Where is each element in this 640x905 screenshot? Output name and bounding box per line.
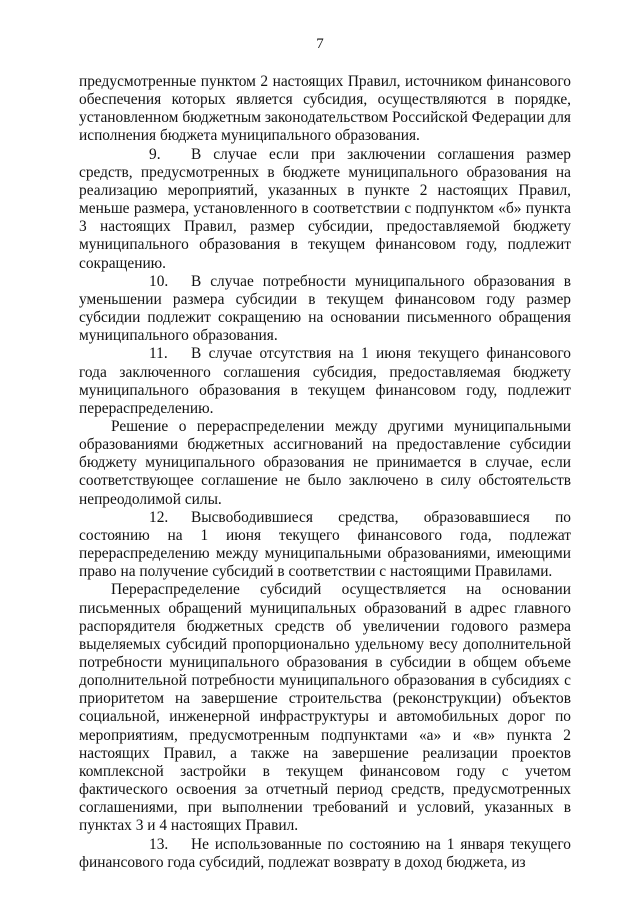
paragraph-continuation	[79, 73, 571, 146]
paragraph-text: В случае потребности муниципального образования в уменьшении размера субсидии в текущем финансовом году размер субсидии подлежит сокращению на основании письменного обращения муниципального образования.	[79, 272, 571, 345]
paragraph-text: предусмотренные пунктом 2 настоящих Правил, источником финансового обеспечения которых является субсидия, осуществляются в порядке, установленном бюджетным законодательством Российской Федерации для исполнения бюджета муниципального образования.	[79, 73, 571, 145]
paragraph-text: В случае если при заключении соглашения размер средств, предусмотренных в бюджете муниципального образования на реализацию мероприятий, указанных в пункте 2 настоящих Правил, меньше размера, установленного в соответствии с подпунктом «б» пункта 3 настоящих Правил, размер субсидии, предоставляемой бюджету муниципального образования в текущем финансовом году, подлежит сокращению.	[79, 145, 571, 272]
paragraph-text: Решение о перераспределении между другими муниципальными образованиями бюджетных ассигнований на предоставление субсидии бюджету муниципального образования не принимается в случае, если соответствующее соглашение не было заключено в силу обстоятельств непреодолимой силы.	[79, 417, 571, 508]
paragraph-text: Перераспределение субсидий осуществляется на основании письменных обращений муниципальных образований в адрес главного распорядителя бюджетных средств об увеличении годового размера выделяемых субсидий пропорционально удельному весу дополнительной потребности муниципального образования в субсидии в общем объеме дополнительной потребности муниципального образования в субсидиях с приоритетом на завершение строительства (реконструкции) объектов социальной, инженерной инфраструктуры и автомобильных дорог по мероприятиям, предусмотренным подпунктами «а» и «в» пункта 2 настоящих Правил, а также на завершение реализации проектов комплексной застройки в текущем финансовом году с учетом фактического освоения за отчетный период средств, предусмотренных соглашениями, при выполнении требований и условий, указанных в пунктах 3 и 4 настоящих Правил.	[79, 581, 571, 835]
paragraph-12	[79, 509, 571, 582]
paragraph-number: 11.	[149, 345, 168, 363]
paragraph-number: 10.	[149, 272, 169, 290]
paragraph-number: 13.	[149, 835, 169, 853]
paragraph-9	[79, 146, 571, 273]
paragraph-10	[79, 273, 571, 346]
paragraph-number: 9.	[149, 145, 161, 163]
paragraph-text: Высвободившиеся средства, образовавшиеся по состоянию на 1 июня текущего финансового года, подлежат перераспределению между муниципальными образованиями, имеющими право на получение субсидий в соответствии с настоящими Правилами.	[79, 508, 571, 581]
paragraph-13	[79, 836, 571, 872]
paragraph-text: Не использованные по состоянию на 1 января текущего финансового года субсидий, подлежат возврату в доход бюджета, из	[79, 835, 571, 871]
paragraph-number: 12.	[149, 508, 169, 526]
paragraph-text: В случае отсутствия на 1 июня текущего финансового года заключенного соглашения субсидия, предоставляемая бюджету муниципального образования в текущем финансовом году, подлежит перераспределению.	[79, 345, 571, 417]
document-body	[79, 73, 571, 872]
paragraph-11-decision	[79, 418, 571, 509]
page-number: 7	[316, 36, 324, 52]
paragraph-11	[79, 345, 571, 418]
paragraph-12-redistribution	[79, 581, 571, 835]
